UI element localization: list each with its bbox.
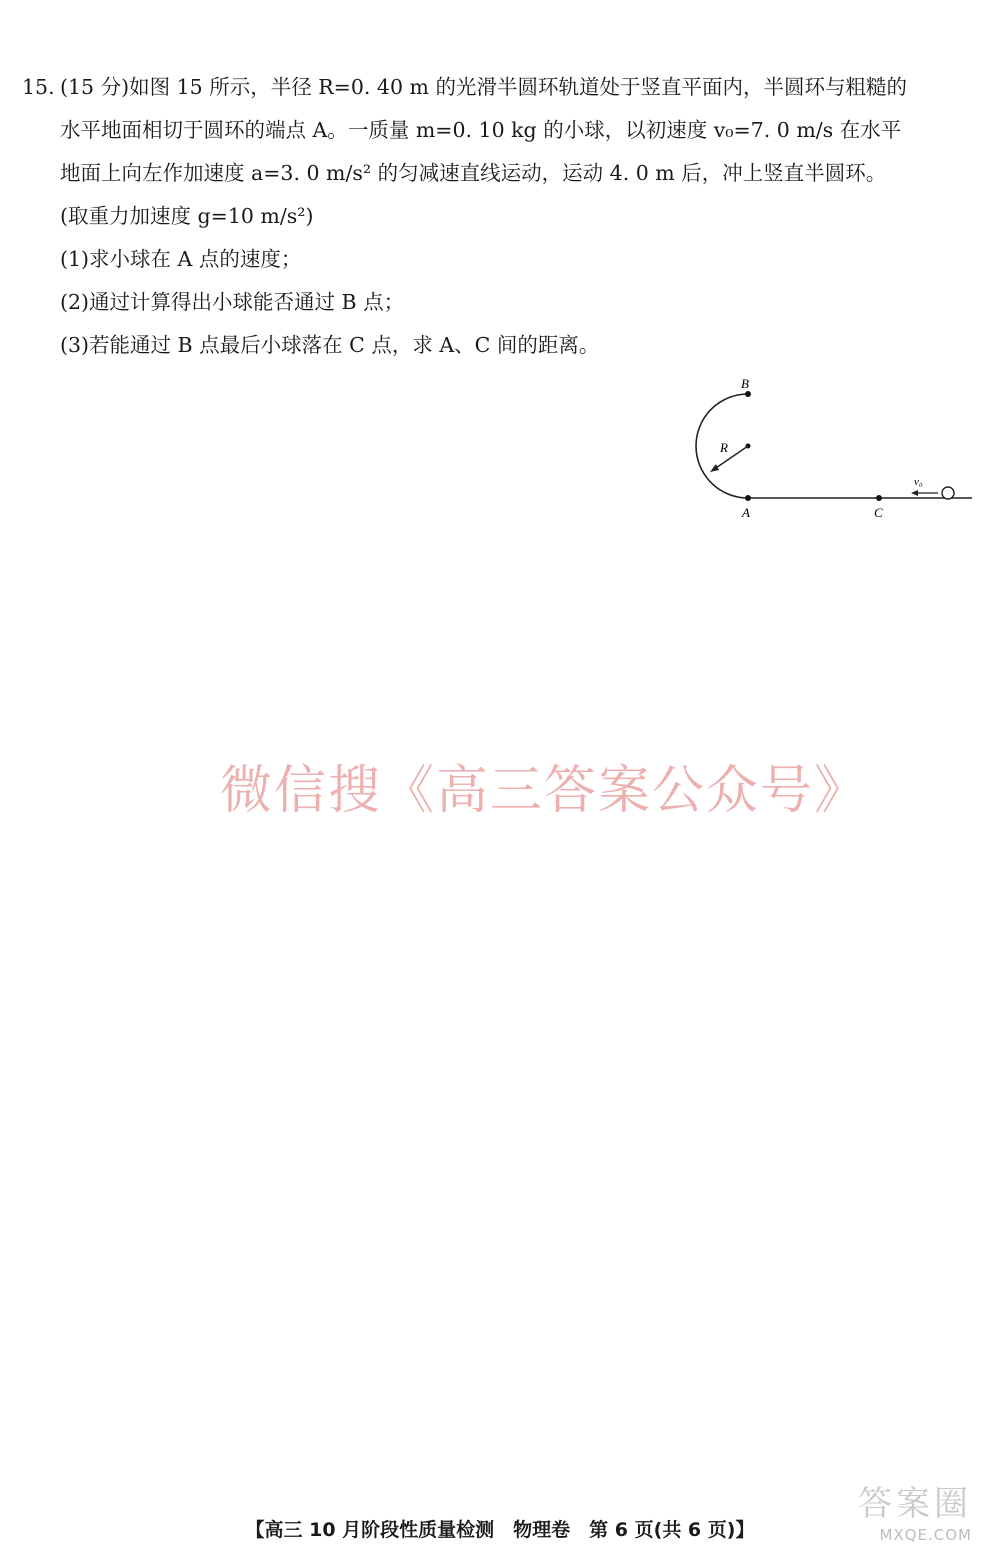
page-footer: 【高三 10 月阶段性质量检测 物理卷 第 6 页(共 6 页)】: [245, 1519, 755, 1541]
label-b: B: [741, 376, 749, 391]
problem-line-4: (取重力加速度 g=10 m/s²): [60, 204, 314, 228]
problem-line-3: 地面上向左作加速度 a=3. 0 m/s² 的匀减速直线运动，运动 4. 0 m 后，冲上竖直半圆环。: [60, 161, 887, 185]
point-c-dot: [876, 495, 882, 501]
radius-arrowhead: [710, 464, 719, 472]
question-1: (1)求小球在 A 点的速度；: [60, 247, 302, 271]
ball: [942, 487, 954, 499]
label-r: R: [720, 440, 728, 455]
label-c: C: [874, 505, 883, 520]
question-3: (3)若能通过 B 点最后小球落在 C 点，求 A、C 间的距离。: [60, 333, 600, 357]
problem-15: [22, 66, 982, 367]
logo-url: MXQE.COM: [879, 1526, 972, 1544]
question-2: (2)通过计算得出小球能否通过 B 点；: [60, 290, 405, 314]
semicircle-track-figure: [680, 372, 980, 532]
problem-number: 15.: [22, 75, 55, 99]
watermark-text: 微信搜《高三答案公众号》: [220, 761, 869, 821]
label-v0: v₀: [914, 476, 923, 488]
label-a: A: [742, 505, 750, 520]
problem-line-1: 15. (15 分)如图 15 所示，半径 R=0. 40 m 的光滑半圆环轨道处于竖直平面内，半圆环与粗糙的: [22, 66, 982, 109]
point-a-dot: [745, 495, 751, 501]
corner-watermark-logo: [822, 1482, 972, 1562]
problem-line-2: 水平地面相切于圆环的端点 A。一质量 m=0. 10 kg 的小球，以初速度 v₀=7. 0 m/s 在水平: [60, 118, 902, 142]
point-b-dot: [745, 391, 751, 397]
velocity-arrowhead: [911, 490, 918, 496]
radius-arrow: [713, 446, 748, 470]
logo-text: 答案圈: [858, 1484, 972, 1524]
